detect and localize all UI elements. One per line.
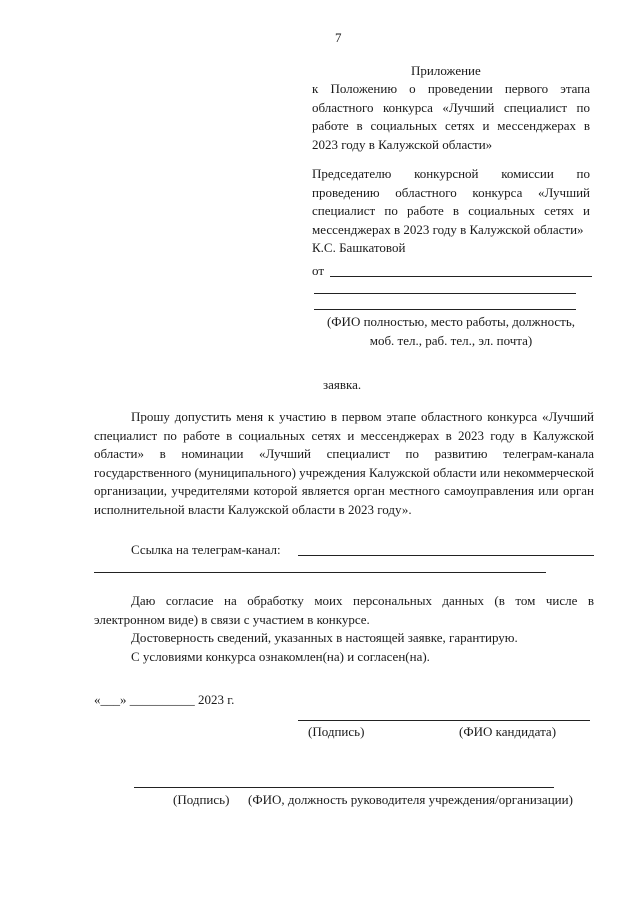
head-name-label: (ФИО, должность руководителя учреждения/организации) bbox=[248, 792, 573, 807]
applicant-hint-line1: (ФИО полностью, место работы, должность, bbox=[326, 314, 576, 329]
from-label: от bbox=[312, 263, 325, 278]
consent-terms: С условиями конкурса ознакомлен(на) и согласен(на). bbox=[131, 648, 430, 664]
telegram-link-label: Ссылка на телеграм-канал: bbox=[131, 542, 281, 557]
applicant-hint-line2: моб. тел., раб. тел., эл. почта) bbox=[369, 332, 533, 348]
appendix-title: Приложение bbox=[411, 63, 481, 78]
candidate-name-label: (ФИО кандидата) bbox=[459, 724, 557, 739]
consent-personal-data: Даю согласие на обработку моих персональных данных (в том числе в электронном виде) в связи с участием в конкурсе. bbox=[94, 593, 594, 627]
consent-block bbox=[94, 592, 594, 666]
applicant-field-line-1 bbox=[314, 293, 576, 294]
head-signature-line bbox=[134, 787, 554, 788]
telegram-link-line-2 bbox=[94, 572, 546, 573]
addressee-block bbox=[312, 165, 590, 258]
document-type: заявка. bbox=[323, 377, 362, 392]
from-field-line bbox=[330, 276, 592, 277]
applicant-hint bbox=[312, 313, 590, 350]
consent-accuracy: Достоверность сведений, указанных в настоящей заявке, гарантирую. bbox=[131, 630, 518, 645]
applicant-field-line-2 bbox=[314, 309, 576, 310]
request-text: Прошу допустить меня к участию в первом этапе областного конкурса «Лучший специалист по работе в социальных сетях и мессенджерах в 2023 году в Калужской области» в номинации «Лучший специалист по развитию телеграм-канала государственного (муниципального) учреждения Калужской области или некоммерческой организации, учредителями которой является орган местного самоуправления или орган исполнительной власти Калужской области в 2023 году». bbox=[94, 409, 594, 517]
addressee-text: Председателю конкурсной комиссии по проведению областного конкурса «Лучший специалист по работе в социальных сетях и мессенджерах в 2023 году в Калужской области» bbox=[312, 166, 590, 237]
candidate-signature-line bbox=[298, 720, 590, 721]
telegram-link-line-1 bbox=[298, 555, 594, 556]
date-field: «___» __________ 2023 г. bbox=[94, 692, 235, 707]
page-number: 7 bbox=[335, 30, 342, 45]
head-signature-label: (Подпись) bbox=[173, 792, 230, 807]
appendix-reference: к Положению о проведении первого этапа областного конкурса «Лучший специалист по работе в социальных сетях и мессенджерах в 2023 году в Калужской области» bbox=[312, 81, 590, 152]
addressee-name: К.С. Башкатовой bbox=[312, 240, 406, 255]
candidate-signature-label: (Подпись) bbox=[308, 724, 365, 739]
